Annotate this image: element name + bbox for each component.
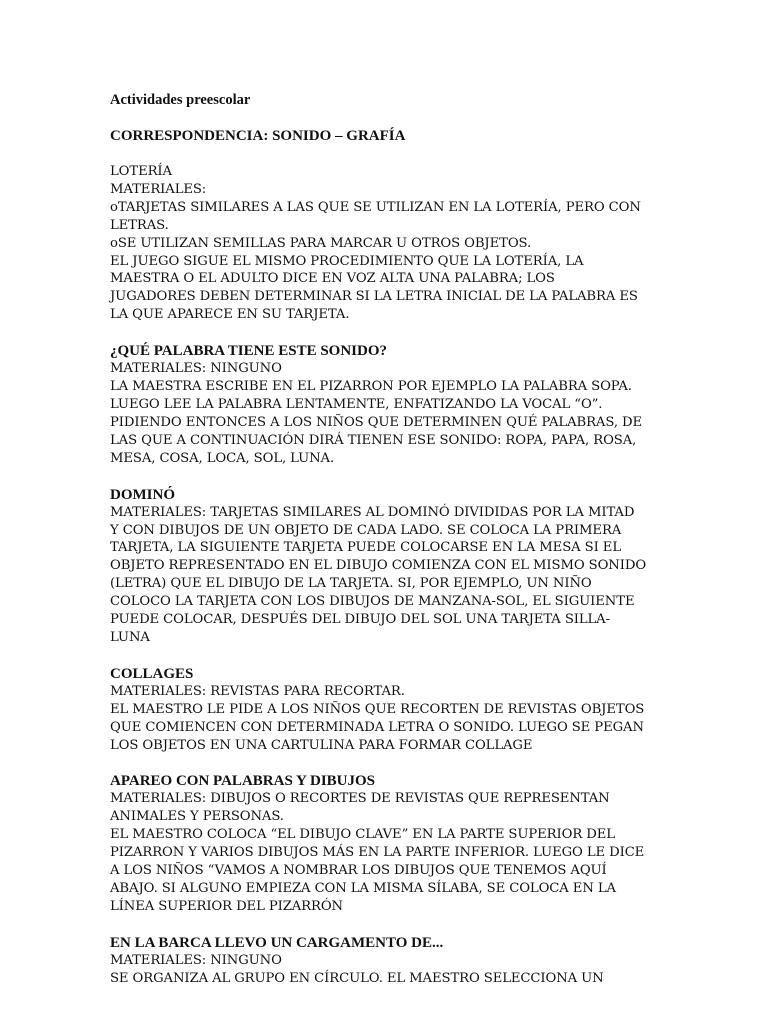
body-line: LETRAS. (110, 217, 169, 233)
body-line: MATERIALES: DIBUJOS O RECORTES DE REVISTAS QUE REPRESENTAN (110, 791, 610, 807)
document-body (110, 163, 668, 988)
body-line: EL MAESTRO COLOCA “EL DIBUJO CLAVE” EN LA PARTE SUPERIOR DEL (110, 827, 615, 843)
section (110, 163, 668, 324)
section (110, 665, 668, 755)
body-line: COLOCO LA TARJETA CON LOS DIBUJOS DE MANZANA-SOL, EL SIGUIENTE (110, 594, 635, 610)
spacer (110, 468, 668, 486)
section (110, 486, 668, 647)
body-line: LA QUE APARECE EN SU TARJETA. (110, 307, 350, 323)
body-line: MATERIALES: (110, 181, 207, 197)
body-line: ANIMALES Y PERSONAS. (110, 809, 284, 825)
section (110, 342, 668, 467)
section (110, 772, 668, 915)
spacer (110, 754, 668, 772)
body-line: PIDIENDO ENTONCES A LOS NIÑOS QUE DETERMINEN QUÉ PALABRAS, DE (110, 414, 643, 430)
body-line: MATERIALES: REVISTAS PARA RECORTAR. (110, 683, 405, 699)
body-line: MESA, COSA, LOCA, SOL, LUNA. (110, 450, 335, 466)
body-line: ABAJO. SI ALGUNO EMPIEZA CON LA MISMA SÍLABA, SE COLOCA EN LA (110, 881, 616, 896)
section-title: APAREO CON PALABRAS Y DIBUJOS (110, 773, 376, 790)
body-line: MATERIALES: NINGUNO (110, 361, 282, 377)
section-title: DOMINÓ (110, 486, 175, 503)
document-title: Actividades preescolar (110, 92, 251, 108)
body-line: TARJETA, LA SIGUIENTE TARJETA PUEDE COLOCARSE EN LA MESA SI EL (110, 540, 621, 556)
main-heading: CORRESPONDENCIA: SONIDO – GRAFÍA (110, 128, 406, 144)
body-line: QUE COMIENCEN CON DETERMINADA LETRA O SONIDO. LUEGO SE PEGAN (110, 719, 644, 735)
body-line: oTARJETAS SIMILARES A LAS QUE SE UTILIZAN EN LA LOTERÍA, PERO CON (110, 199, 641, 215)
body-line: PUEDE COLOCAR, DESPUÉS DEL DIBUJO DEL SOL UNA TARJETA SILLA- (110, 612, 610, 628)
body-line: MATERIALES: TARJETAS SIMILARES AL DOMINÓ DIVIDIDAS POR LA MITAD (110, 504, 635, 520)
body-line: LA MAESTRA ESCRIBE EN EL PIZARRON POR EJEMPLO LA PALABRA SOPA. (110, 379, 632, 395)
body-line: PIZARRON Y VARIOS DIBUJOS MÁS EN LA PARTE INFERIOR. LUEGO LE DICE (110, 845, 645, 861)
section-title: ¿QUÉ PALABRA TIENE ESTE SONIDO? (110, 343, 388, 360)
section-title: EN LA BARCA LLEVO UN CARGAMENTO DE... (110, 934, 444, 951)
body-line: MATERIALES: NINGUNO (110, 952, 282, 968)
spacer (110, 647, 668, 665)
body-line: EL JUEGO SIGUE EL MISMO PROCEDIMIENTO QUE LA LOTERÍA, LA (110, 253, 584, 269)
body-line: LUEGO LEE LA PALABRA LENTAMENTE, ENFATIZANDO LA VOCAL “O”. (110, 396, 603, 412)
body-line: MAESTRA O EL ADULTO DICE EN VOZ ALTA UNA PALABRA; LOS (110, 271, 555, 287)
body-line: SE ORGANIZA AL GRUPO EN CÍRCULO. EL MAESTRO SELECCIONA UN (110, 970, 604, 986)
body-line: LOS OBJETOS EN UNA CARTULINA PARA FORMAR COLLAGE (110, 737, 533, 753)
body-line: LÍNEA SUPERIOR DEL PIZARRÓN (110, 898, 343, 914)
body-line: LOTERÍA (110, 164, 172, 179)
spacer (110, 916, 668, 934)
body-line: (LETRA) QUE EL DIBUJO DE LA TARJETA. SI, POR EJEMPLO, UN NIÑO (110, 576, 592, 592)
spacer (110, 145, 668, 163)
body-line: A LOS NIÑOS “VAMOS A NOMBRAR LOS DIBUJOS QUE TENEMOS AQUÍ (110, 863, 607, 879)
body-line: LAS QUE A CONTINUACIÓN DIRÁ TIENEN ESE SONIDO: ROPA, PAPA, ROSA, (110, 432, 637, 448)
spacer (110, 324, 668, 342)
body-line: oSE UTILIZAN SEMILLAS PARA MARCAR U OTROS OBJETOS. (110, 235, 532, 251)
body-line: OBJETO REPRESENTADO EN EL DIBUJO COMIENZA CON EL MISMO SONIDO (110, 558, 647, 574)
section-title: COLLAGES (110, 665, 194, 682)
body-line: EL MAESTRO LE PIDE A LOS NIÑOS QUE RECORTEN DE REVISTAS OBJETOS (110, 701, 645, 717)
section (110, 934, 668, 988)
body-line: JUGADORES DEBEN DETERMINAR SI LA LETRA INICIAL DE LA PALABRA ES (110, 289, 638, 305)
body-line: Y CON DIBUJOS DE UN OBJETO DE CADA LADO. SE COLOCA LA PRIMERA (110, 522, 622, 538)
body-line: LUNA (110, 629, 150, 645)
